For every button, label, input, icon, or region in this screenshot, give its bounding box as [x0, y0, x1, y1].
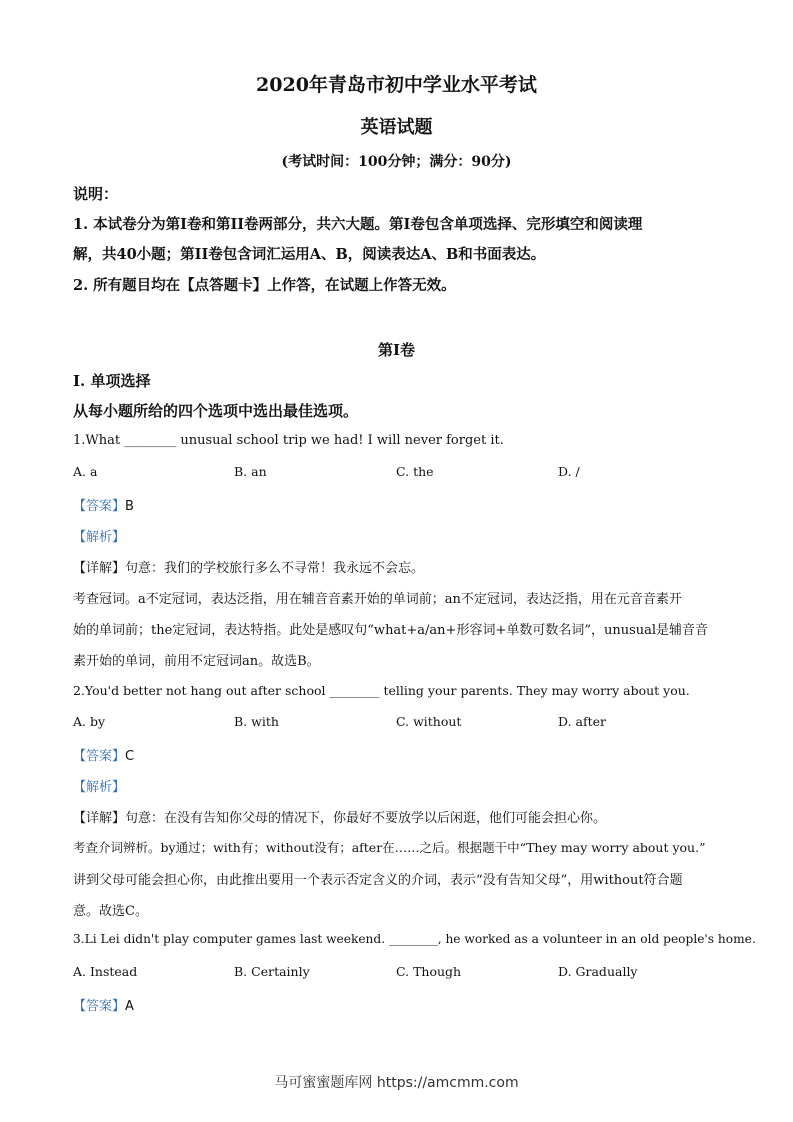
footer-watermark: 马可蜜蜜题库网 https://amcmm.com [274, 1075, 519, 1091]
section-instruction: 从每小题所给的四个选项中选出最佳选项。 [73, 402, 359, 420]
question-2-option-b: B. with [234, 714, 279, 729]
section-heading: I. 单项选择 [73, 372, 151, 390]
question-1-option-d: D. / [558, 464, 580, 479]
question-3-stem: 3.Li Lei didn't play computer games last weekend. ________, he worked as a volunteer in an old people's home. [73, 932, 756, 946]
question-2-detail-line-2: 考查介词辨析。by通过；with有；without没有；after在……之后。根据题干中“They may worry about you.” [73, 840, 706, 855]
answer-value: B [125, 499, 134, 514]
question-1-option-c: C. the [396, 464, 434, 479]
question-2-detail-line-1: 【详解】句意：在没有告知你父母的情况下，你最好不要放学以后闲逛，他们可能会担心你。 [73, 811, 607, 826]
question-1-detail-line-3: 始的单词前；the定冠词，表达特指。此处是感叹句“what+a/an+形容词+单数可数名词”，unusual是辅音音 [73, 623, 709, 638]
answer-label: 【答案】 [73, 749, 126, 764]
question-3-option-b: B. Certainly [234, 964, 310, 979]
instructions-item-1-line-1: 1. 本试卷分为第I卷和第II卷两部分，共六大题。第I卷包含单项选择、完形填空和阅读理 [73, 216, 643, 233]
question-2-detail-line-3: 讲到父母可能会担心你，由此推出要用一个表示否定含义的介词，表示“没有告知父母”，用without符合题 [73, 873, 683, 888]
page-title: 2020年青岛市初中学业水平考试 [256, 74, 537, 96]
instructions-heading: 说明： [73, 185, 119, 203]
page-subtitle: 英语试题 [360, 117, 433, 138]
part-title: 第I卷 [377, 341, 416, 359]
question-1-option-b: B. an [234, 464, 267, 479]
question-2-analysis-label: 【解析】 [73, 780, 126, 795]
question-2-option-a: A. by [73, 714, 106, 729]
answer-value: A [125, 999, 134, 1014]
question-1-option-a: A. a [73, 464, 98, 479]
question-1-detail-line-4: 素开始的单词，前用不定冠词an。故选B。 [73, 654, 320, 669]
exam-info: (考试时间：100分钟；满分：90分) [281, 154, 512, 170]
question-2-option-d: D. after [558, 714, 606, 729]
question-3-option-d: D. Gradually [558, 964, 638, 979]
instructions-item-2: 2. 所有题目均在【点答题卡】上作答，在试题上作答无效。 [73, 277, 456, 294]
question-1-answer [73, 495, 134, 514]
question-3-option-c: C. Though [396, 964, 462, 979]
question-1-analysis-label: 【解析】 [73, 530, 126, 545]
question-2-detail-line-4: 意。故选C。 [73, 904, 148, 919]
question-3-option-a: A. Instead [73, 964, 138, 979]
question-3-answer [73, 995, 134, 1014]
question-2-answer [73, 745, 134, 764]
question-2-option-c: C. without [396, 714, 462, 729]
question-1-detail-line-2: 考查冠词。a不定冠词，表达泛指，用在辅音音素开始的单词前；an不定冠词，表达泛指，用在元音音素开 [73, 592, 682, 607]
question-1-detail-line-1: 【详解】句意：我们的学校旅行多么不寻常！我永远不会忘。 [73, 561, 425, 576]
instructions-item-1-line-2: 解，共40小题；第II卷包含词汇运用A、B，阅读表达A、B和书面表达。 [73, 246, 546, 263]
answer-value: C [125, 749, 135, 764]
answer-label: 【答案】 [73, 999, 126, 1014]
question-1-stem: 1.What ________ unusual school trip we had! I will never forget it. [73, 433, 504, 448]
answer-label: 【答案】 [73, 499, 126, 514]
question-2-stem: 2.You'd better not hang out after school ________ telling your parents. They may worry about you. [73, 683, 690, 698]
